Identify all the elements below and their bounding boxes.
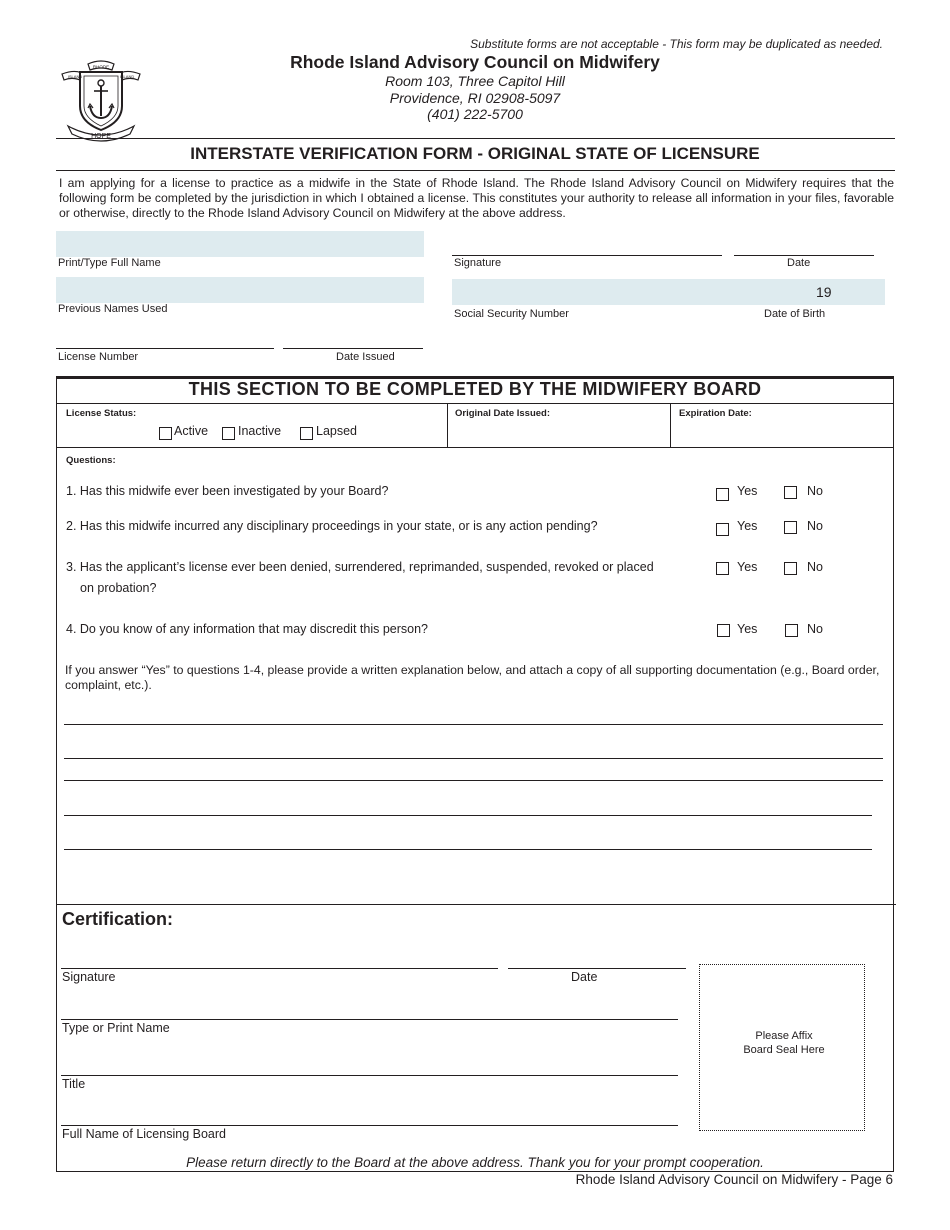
org-address-line2: Providence, RI 02908-5097 — [389, 90, 561, 106]
license-number-label: License Number — [58, 351, 139, 363]
board-section-title: THIS SECTION TO BE COMPLETED BY THE MIDWIFERY BOARD — [188, 379, 762, 399]
cert-print-name-line[interactable] — [61, 1019, 678, 1020]
applicant-date-line — [734, 255, 874, 256]
cert-signature-line[interactable] — [61, 968, 498, 969]
title-rule-bottom — [56, 170, 895, 171]
status-lapsed-label: Lapsed — [316, 424, 358, 438]
cert-title-label: Title — [62, 1077, 86, 1091]
cert-date-label: Date — [571, 970, 598, 984]
dob-field[interactable] — [722, 279, 885, 305]
status-active-label: Active — [174, 424, 209, 438]
q2-yes-checkbox[interactable] — [716, 523, 729, 536]
question-1: 1. Has this midwife ever been investigated by your Board? — [66, 484, 389, 498]
board-title-rule — [56, 403, 894, 404]
q1-yes-checkbox[interactable] — [716, 488, 729, 501]
date-issued-line — [283, 348, 423, 349]
full-name-field[interactable] — [56, 231, 424, 257]
license-number-line — [56, 348, 274, 349]
expiration-date-label: Expiration Date: — [679, 408, 752, 419]
svg-text:RHODE: RHODE — [92, 64, 110, 70]
status-row-rule — [56, 447, 894, 448]
explanation-line-4[interactable] — [64, 815, 872, 816]
certification-title: Certification: — [62, 909, 174, 929]
org-name: Rhode Island Advisory Council on Midwifery — [290, 52, 660, 72]
q3-yes-checkbox[interactable] — [716, 562, 729, 575]
explanation-line-1[interactable] — [64, 724, 883, 725]
status-lapsed-checkbox[interactable] — [300, 427, 313, 440]
q4-no-label: No — [807, 622, 823, 636]
page-footer: Rhode Island Advisory Council on Midwifery - Page 6 — [575, 1172, 893, 1187]
status-inactive-label: Inactive — [238, 424, 282, 438]
svg-text:ISLAND: ISLAND — [67, 74, 83, 79]
q3-yes-label: Yes — [737, 560, 758, 574]
org-phone: (401) 222-5700 — [427, 106, 523, 122]
cert-board-name-label: Full Name of Licensing Board — [62, 1127, 226, 1141]
form-notice: Substitute forms are not acceptable - This form may be duplicated as needed. — [470, 37, 883, 51]
form-title: INTERSTATE VERIFICATION FORM - ORIGINAL STATE OF LICENSURE — [190, 144, 760, 163]
dob-prefill: 19 — [816, 284, 832, 300]
dob-label: Date of Birth — [764, 308, 826, 320]
status-divider-2 — [670, 403, 671, 447]
questions-label: Questions: — [66, 455, 116, 466]
explanation-line-3[interactable] — [64, 780, 883, 781]
q2-no-checkbox[interactable] — [784, 521, 797, 534]
status-divider-1 — [447, 403, 448, 447]
original-date-label: Original Date Issued: — [455, 408, 551, 419]
question-2: 2. Has this midwife incurred any disciplinary proceedings in your state, or is any action pending? — [66, 519, 598, 533]
q1-no-label: No — [807, 484, 823, 498]
question-3-continued: on probation? — [80, 581, 157, 595]
q2-no-label: No — [807, 519, 823, 533]
cert-signature-label: Signature — [62, 970, 116, 984]
cert-board-name-line[interactable] — [61, 1125, 678, 1126]
license-status-label: License Status: — [66, 408, 137, 419]
cert-print-name-label: Type or Print Name — [62, 1021, 170, 1035]
ssn-label: Social Security Number — [454, 308, 569, 320]
org-address-line1: Room 103, Three Capitol Hill — [385, 73, 565, 89]
q1-yes-label: Yes — [737, 484, 758, 498]
board-seal-text-1: Please Affix — [755, 1030, 813, 1042]
applicant-signature-label: Signature — [454, 257, 502, 269]
previous-names-field[interactable] — [56, 277, 424, 303]
intro-paragraph: I am applying for a license to practice as a midwife in the State of Rhode Island. The Rhode Island Advisory Council on Midwifery requires that the following form be completed by the jurisdiction in which I obtained a license. This constitutes your authority to release all information in your files, favorable or otherwise, directly to the Rhode Island Advisory Council on Midwifery at the above address. — [59, 176, 894, 220]
q3-no-checkbox[interactable] — [784, 562, 797, 575]
board-seal-text-2: Board Seal Here — [743, 1044, 825, 1056]
previous-names-label: Previous Names Used — [58, 303, 168, 315]
q4-yes-label: Yes — [737, 622, 758, 636]
status-active-checkbox[interactable] — [159, 427, 172, 440]
cert-title-line[interactable] — [61, 1075, 678, 1076]
explanation-instructions: If you answer “Yes” to questions 1-4, please provide a written explanation below, and attach a copy of all supporting documentation (e.g., Board order, complaint, etc.). — [65, 663, 880, 692]
status-inactive-checkbox[interactable] — [222, 427, 235, 440]
svg-text:ISLAND: ISLAND — [119, 74, 135, 79]
question-3: 3. Has the applicant’s license ever been denied, surrendered, reprimanded, suspended, revoked or placed — [66, 560, 654, 574]
question-4: 4. Do you know of any information that may discredit this person? — [66, 622, 428, 636]
q4-no-checkbox[interactable] — [785, 624, 798, 637]
svg-text:HOPE: HOPE — [91, 133, 111, 140]
title-rule-top — [56, 138, 895, 139]
q4-yes-checkbox[interactable] — [717, 624, 730, 637]
q2-yes-label: Yes — [737, 519, 758, 533]
cert-date-line[interactable] — [508, 968, 686, 969]
q1-no-checkbox[interactable] — [784, 486, 797, 499]
explanation-line-5[interactable] — [64, 849, 872, 850]
ssn-field[interactable] — [452, 279, 722, 305]
return-note: Please return directly to the Board at the above address. Thank you for your prompt cooperation. — [186, 1155, 764, 1170]
applicant-date-label: Date — [787, 257, 811, 269]
explanation-line-2[interactable] — [64, 758, 883, 759]
date-issued-label: Date Issued — [336, 351, 395, 363]
full-name-label: Print/Type Full Name — [58, 257, 161, 269]
q3-no-label: No — [807, 560, 823, 574]
certification-rule — [56, 904, 896, 905]
applicant-signature-line — [452, 255, 722, 256]
